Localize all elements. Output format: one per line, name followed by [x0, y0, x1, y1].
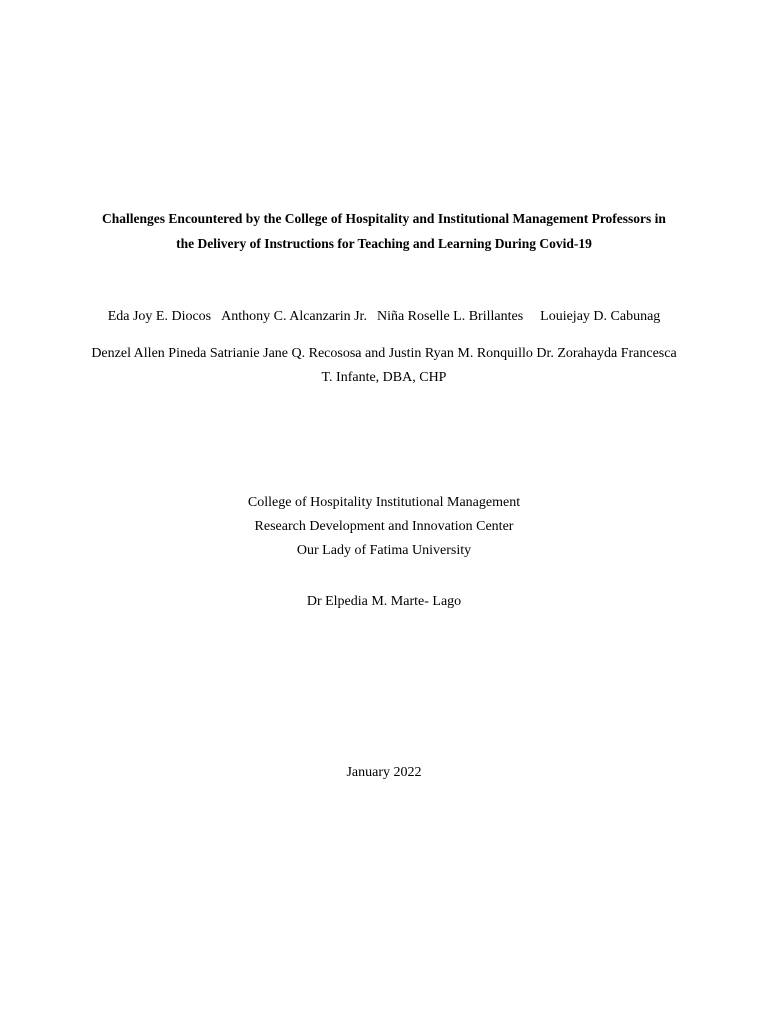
affiliation-center: Research Development and Innovation Center: [254, 519, 514, 534]
author-name: Niña Roselle L. Brillantes: [376, 309, 524, 324]
author-name: Eda Joy E. Diocos: [107, 309, 212, 324]
adviser-name: Dr Elpedia M. Marte- Lago: [306, 594, 462, 609]
affiliation-college: College of Hospitality Institutional Management: [247, 495, 521, 510]
author-list-row-1: [0, 305, 768, 329]
author-list-row-2: [0, 342, 768, 390]
paper-title-line-1: Challenges Encountered by the College of Hospitality and Institutional Management Professors in: [102, 211, 666, 226]
publication-date: January 2022: [346, 765, 422, 780]
affiliation-university: Our Lady of Fatima University: [296, 543, 472, 558]
paper-title-line-2: the Delivery of Instructions for Teaching and Learning During Covid-19: [176, 236, 592, 251]
affiliation-block: [0, 491, 768, 563]
author-list-row-2-line-1: Denzel Allen Pineda Satrianie Jane Q. Recososa and Justin Ryan M. Ronquillo Dr. Zorahayda Francesca: [91, 346, 677, 361]
paper-title: [0, 206, 768, 256]
author-list-row-2-line-2: T. Infante, DBA, CHP: [321, 370, 447, 385]
author-name: Anthony C. Alcanzarin Jr.: [221, 309, 367, 324]
author-name: Louiejay D. Cabunag: [540, 309, 661, 324]
